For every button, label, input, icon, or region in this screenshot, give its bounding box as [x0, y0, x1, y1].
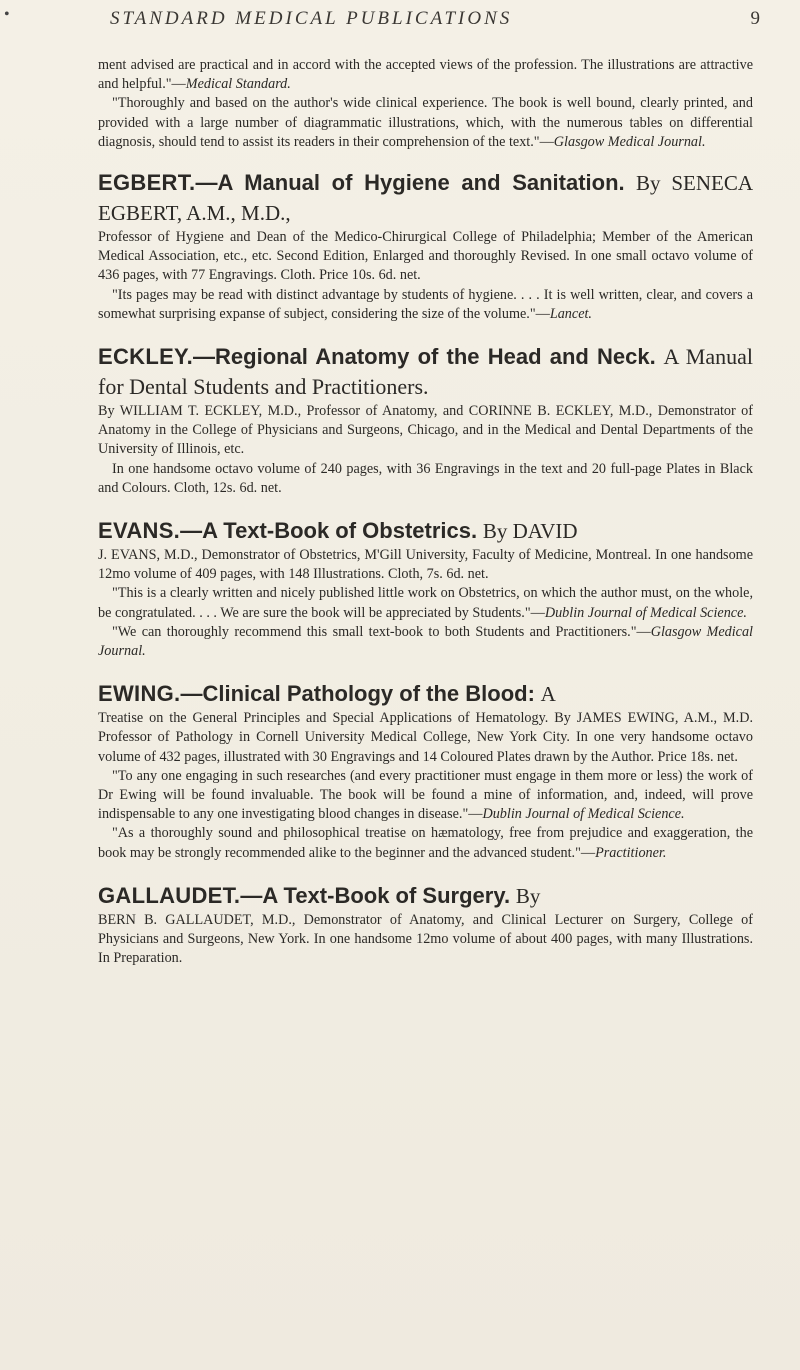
entry-heading	[98, 168, 753, 228]
entry-details: BERN B. GALLAUDET, M.D., Demonstrator of Anatomy, and Clinical Lecturer on Surgery, College of Physicians and Surgeons, New York. In one handsome 12mo volume of about 400 pages, with many Illustrations. In Preparation.	[98, 911, 753, 967]
entry-title: —Clinical Pathology of the Blood:	[180, 681, 535, 707]
entry-byline: By DAVID	[482, 519, 578, 544]
entry-details-2: In one handsome octavo volume of 240 pages, with 36 Engravings in the text and 20 full-page Plates in Black and Colours. Cloth, 12s. 6d. net.	[98, 460, 753, 496]
intro-citation: Medical Standard.	[185, 76, 291, 93]
entry-evans	[98, 516, 753, 661]
entry-author-name: GALLAUDET.	[98, 882, 241, 908]
entry-details: Treatise on the General Principles and Special Applications of Hematology. By JAMES EWING, A.M., M.D. Professor of Pathology in Cornell University Medical College, New York City. In one very handsome octavo volume of 432 pages, illustrated with 30 Engravings and 14 Coloured Plates drawn by the Author. Price 18s. net.	[98, 710, 753, 765]
page-number: 9	[750, 8, 760, 29]
running-head: STANDARD MEDICAL PUBLICATIONS	[110, 8, 513, 29]
entry-heading	[98, 342, 753, 402]
quote-citation: Glasgow Medical Journal.	[98, 623, 754, 660]
quote-text: "We can thoroughly recommend this small text-book to both Students and Practitioners."—	[112, 623, 651, 640]
quote-text: "As a thoroughly sound and philosophical treatise on hæmatology, free from prejudice and exaggeration, the book may be strongly recommended alike to the beginner and the advanced student."—	[98, 825, 753, 861]
intro-text: ment advised are practical and in accord with the accepted views of the profession. The illustrations are attractive and helpful."—	[98, 57, 753, 93]
entry-quote	[98, 824, 753, 862]
entry-subtitle: A Manual for Dental Students and Practitioners.	[98, 344, 753, 400]
entry-ewing	[98, 679, 753, 863]
quote-text: "To any one engaging in such researches (and every practitioner must engage in them more or less) the work of Dr Ewing will be found invaluable. The book will be found a mine of information, and, indeed, will prove indispensable to any one investigating blood changes in disease."—	[98, 767, 753, 823]
entry-quote	[98, 286, 753, 324]
quote-citation: Practitioner.	[595, 844, 667, 861]
intro-continuation	[98, 56, 753, 152]
entry-heading	[98, 679, 753, 709]
entry-title: —A Manual of Hygiene and Sanitation.	[195, 170, 625, 196]
entry-author-name: EGBERT.	[98, 170, 196, 196]
entry-details: Professor of Hygiene and Dean of the Medico-Chirurgical College of Philadelphia; Member of the American Medical Association, etc., etc. Second Edition, Enlarged and thoroughly Revised. In one small octavo volume of 436 pages, with 77 Engravings. Cloth. Price 10s. 6d. net.	[98, 229, 753, 284]
entry-author-name: ECKLEY.	[98, 344, 194, 370]
intro-quote-citation: Glasgow Medical Journal.	[553, 133, 706, 150]
entry-details: By WILLIAM T. ECKLEY, M.D., Professor of Anatomy, and CORINNE B. ECKLEY, M.D., Demonstrator of Anatomy in the College of Physicians and Surgeons, Chicago, and in the Medical and Dental Departments of the University of Illinois, etc.	[98, 403, 753, 458]
quote-citation: Dublin Journal of Medical Science.	[544, 604, 747, 621]
entry-title: —A Text-Book of Obstetrics.	[180, 518, 478, 544]
entry-heading	[98, 881, 753, 911]
entry-title: —A Text-Book of Surgery.	[240, 882, 511, 908]
intro-quote-text: "Thoroughly and based on the author's wide clinical experience. The book is well bound, clearly printed, and provided with a large number of diagrammatic illustrations, which, with the numerous tables on differential diagnosis, should tend to assist its readers in their comprehension of the text."—	[98, 95, 753, 150]
quote-citation: Lancet.	[549, 305, 592, 322]
entry-details: J. EVANS, M.D., Demonstrator of Obstetrics, M'Gill University, Faculty of Medicine, Montreal. In one handsome 12mo volume of 409 pages, with 148 Illustrations. Cloth, 7s. 6d. net.	[98, 547, 753, 583]
margin-mark: •	[4, 6, 10, 23]
entry-eckley	[98, 342, 753, 498]
quote-citation: Dublin Journal of Medical Science.	[482, 806, 685, 823]
entry-quote	[98, 584, 753, 622]
entry-byline: By	[515, 883, 541, 908]
entry-quote	[98, 623, 753, 661]
entry-author-name: EWING.	[98, 681, 181, 707]
entry-gallaudet	[98, 881, 753, 969]
intro-quote	[98, 94, 753, 152]
entry-byline: By SENECA EGBERT, A.M., M.D.,	[98, 171, 754, 226]
quote-text: "Its pages may be read with distinct advantage by students of hygiene. . . . It is well written, clear, and covers a somewhat surprising expanse of subject, considering the size of the volume."—	[98, 286, 753, 322]
text-column	[98, 56, 753, 969]
quote-text: "This is a clearly written and nicely published little work on Obstetrics, on which the author must, on the whole, be congratulated. . . . We are sure the book will be appreciated by Students."—	[98, 585, 753, 621]
entry-title: —Regional Anatomy of the Head and Neck.	[193, 344, 656, 370]
entry-heading	[98, 516, 753, 546]
entry-egbert	[98, 168, 753, 324]
entry-quote	[98, 767, 753, 825]
intro-paragraph	[98, 56, 753, 94]
entry-byline: A	[540, 682, 556, 707]
entry-author-name: EVANS.	[98, 518, 181, 544]
